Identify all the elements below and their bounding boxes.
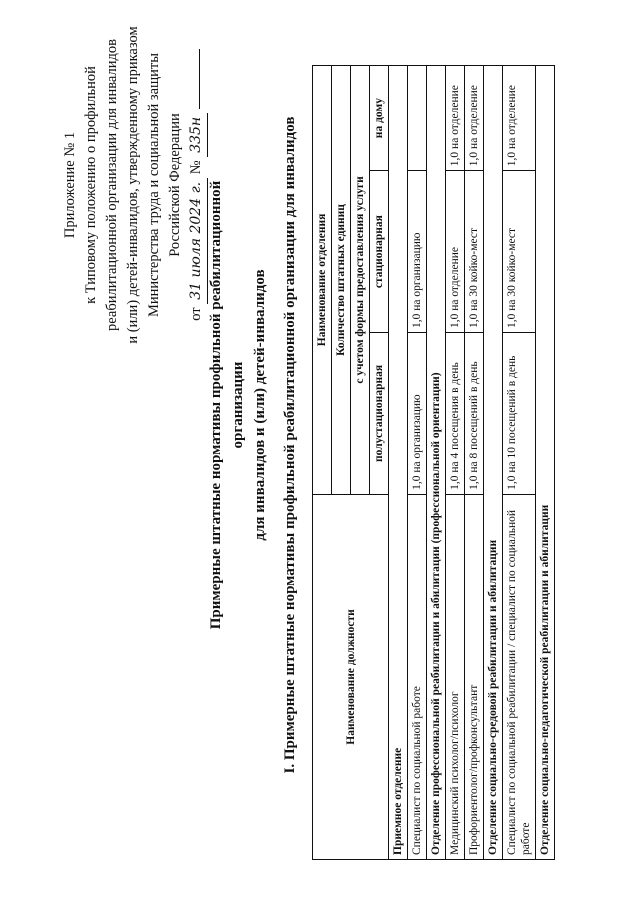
header-home: на дому (370, 66, 389, 171)
appendix-line: Министерства труда и социальной защиты (146, 52, 162, 318)
table-row (465, 66, 484, 860)
cell-position: Специалист по социальной работе (408, 494, 427, 859)
table-section-row (427, 66, 446, 860)
cell-home (408, 66, 427, 171)
cell-position: Специалист по социальной реабилитации / специалист по социальной работе (503, 494, 536, 859)
header-semi: полустационарная (370, 333, 389, 495)
cell-home: 1,0 на отделение (446, 66, 465, 171)
appendix-line: и (или) детей-инвалидов, утвержденному приказом (125, 26, 141, 344)
signature-underline (187, 49, 200, 109)
cell-position: Медицинский психолог/психолог (446, 494, 465, 859)
appendix-header (60, 0, 208, 385)
appendix-line: реабилитационной организации для инвалидов (104, 39, 120, 331)
header-quantity (332, 66, 351, 495)
section-label: Отделение профессиональной реабилитации и абилитации (профессиональной ориентации) (427, 66, 446, 860)
cell-semi: 1,0 на организацию (408, 333, 427, 495)
handwritten-number: 335н (186, 113, 208, 157)
table-row (503, 66, 536, 860)
header-quantity-sub: с учетом формы предоставления услуги (351, 66, 370, 495)
staffing-table (312, 65, 555, 860)
cell-home: 1,0 на отделение (503, 66, 536, 171)
header-department: Наименование отделения (313, 66, 332, 495)
section-label: Отделение социально-педагогической реабилитации и абилитации (536, 66, 555, 860)
appendix-line: Приложение № 1 (62, 131, 78, 239)
date-prefix: от (188, 307, 204, 321)
cell-home: 1,0 на отделение (465, 66, 484, 171)
section-label: Приемное отделение (389, 66, 408, 860)
section-heading: I. Примерные штатные нормативы профильной реабилитационной организации для инвалидов (282, 116, 298, 774)
cell-semi: 1,0 на 4 посещения в день (446, 333, 465, 495)
section-label: Отделение социально-средовой реабилитации и абилитации (484, 66, 503, 860)
cell-stationary: 1,0 на организацию (408, 171, 427, 333)
header-quantity-line: Количество штатных единиц (335, 204, 347, 356)
table-row (446, 66, 465, 860)
cell-semi: 1,0 на 8 посещений в день (465, 333, 484, 495)
table-section-row (389, 66, 408, 860)
cell-stationary: 1,0 на 30 койко-мест (465, 171, 484, 333)
header-stationary: стационарная (370, 171, 389, 333)
title-line: для инвалидов и (или) детей-инвалидов (252, 269, 268, 541)
header-position: Наименование должности (313, 494, 389, 859)
cell-stationary: 1,0 на 30 койко-мест (503, 171, 536, 333)
document-title (205, 165, 271, 645)
cell-semi: 1,0 на 10 посещений в день (503, 333, 536, 495)
cell-position: Профориентолог/профконсультант (465, 494, 484, 859)
number-prefix: № (188, 160, 204, 175)
appendix-line: к Типовому положению о профильной (83, 66, 99, 304)
table-row (408, 66, 427, 860)
appendix-line: Российской Федерации (167, 113, 183, 257)
handwritten-date: 31 июля 2024 г. (186, 178, 208, 304)
title-line: Примерные штатные нормативы профильной реабилитационной организации (208, 180, 246, 630)
cell-stationary: 1,0 на отделение (446, 171, 465, 333)
table-section-row (484, 66, 503, 860)
table-section-row (536, 66, 555, 860)
